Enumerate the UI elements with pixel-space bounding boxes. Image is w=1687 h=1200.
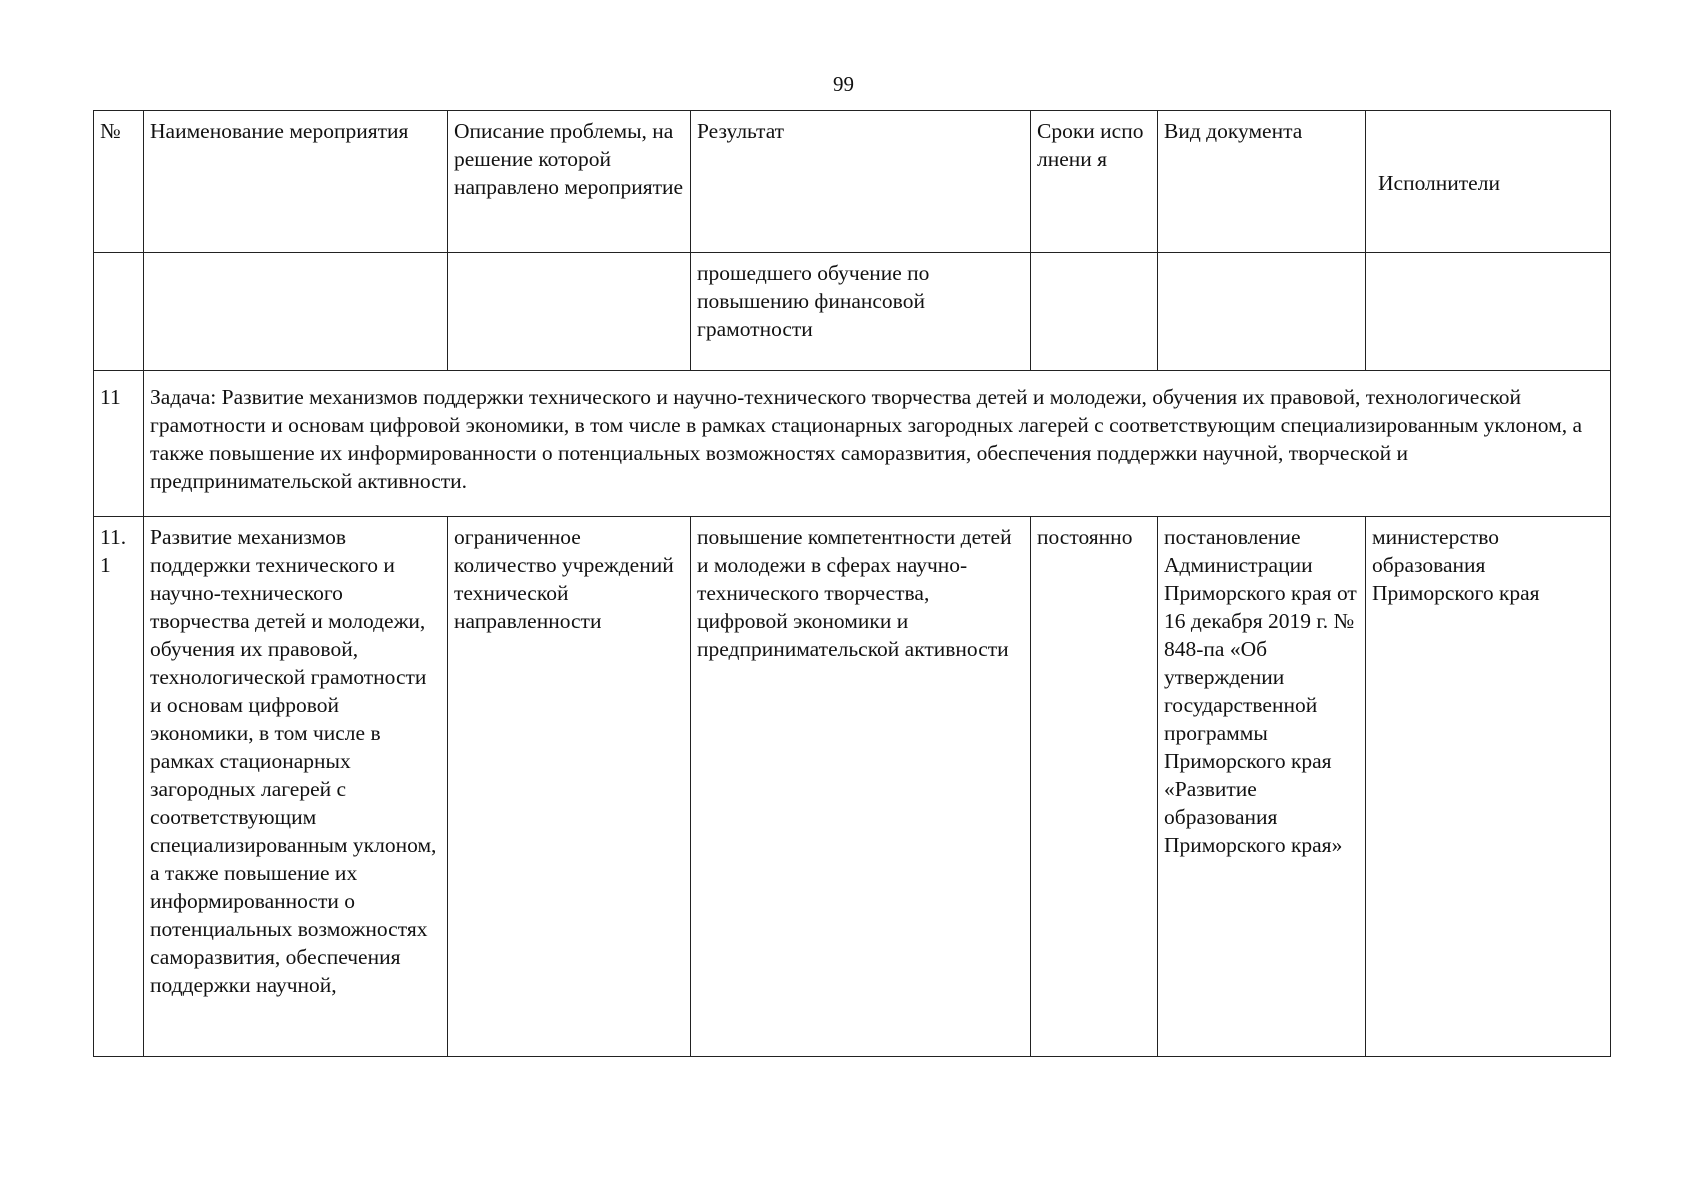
cont-name-cell — [144, 253, 448, 371]
continuation-row — [94, 253, 1611, 371]
header-deadline: Сроки исполнени я — [1031, 111, 1158, 253]
cont-document-cell — [1158, 253, 1366, 371]
header-name: Наименование мероприятия — [144, 111, 448, 253]
cont-problem-cell — [448, 253, 691, 371]
measures-table — [93, 110, 1611, 1057]
page-number: 99 — [833, 72, 854, 96]
item-document-cell: постановление Администрации Приморского края от 16 декабря 2019 г. № 848-па «Об утверждении государственной программы Приморского края «Развитие образования Приморского края» — [1158, 517, 1366, 1057]
cont-num-cell — [94, 253, 144, 371]
cont-executors-cell — [1366, 253, 1611, 371]
task-row — [94, 371, 1611, 517]
header-result: Результат — [691, 111, 1031, 253]
task-text-cell: Задача: Развитие механизмов поддержки технического и научно-технического творчества детей и молодежи, обучения их правовой, технологической грамотности и основам цифровой экономики, в том числе в рамках стационарных загородных лагерей с соответствующим специализированным уклоном, а также повышение их информированности о потенциальных возможностях саморазвития, обеспечения поддержки научной, творческой и предпринимательской активности. — [144, 371, 1611, 517]
item-num-cell: 11. 1 — [94, 517, 144, 1057]
item-result-cell: повышение компетентности детей и молодежи в сферах научно-технического творчества, цифровой экономики и предпринимательской активности — [691, 517, 1031, 1057]
item-problem-cell: ограниченное количество учреждений технической направленности — [448, 517, 691, 1057]
item-name-cell: Развитие механизмов поддержки технического и научно-технического творчества детей и молодежи, обучения их правовой, технологической грамотности и основам цифровой экономики, в том числе в рамках стационарных загородных лагерей с соответствующим специализированным уклоном, а также повышение их информированности о потенциальных возможностях саморазвития, обеспечения поддержки научной, — [144, 517, 448, 1057]
task-num-cell: 11 — [94, 371, 144, 517]
header-row — [94, 111, 1611, 253]
cont-deadline-cell — [1031, 253, 1158, 371]
item-executors-cell: министерство образования Приморского края — [1366, 517, 1611, 1057]
cont-result-cell: прошедшего обучение по повышению финансовой грамотности — [691, 253, 1031, 371]
header-document: Вид документа — [1158, 111, 1366, 253]
header-problem: Описание проблемы, на решение которой направлено мероприятие — [448, 111, 691, 253]
item-deadline-cell: постоянно — [1031, 517, 1158, 1057]
header-num: № — [94, 111, 144, 253]
header-executors: Исполнители — [1366, 111, 1611, 253]
item-row — [94, 517, 1611, 1057]
